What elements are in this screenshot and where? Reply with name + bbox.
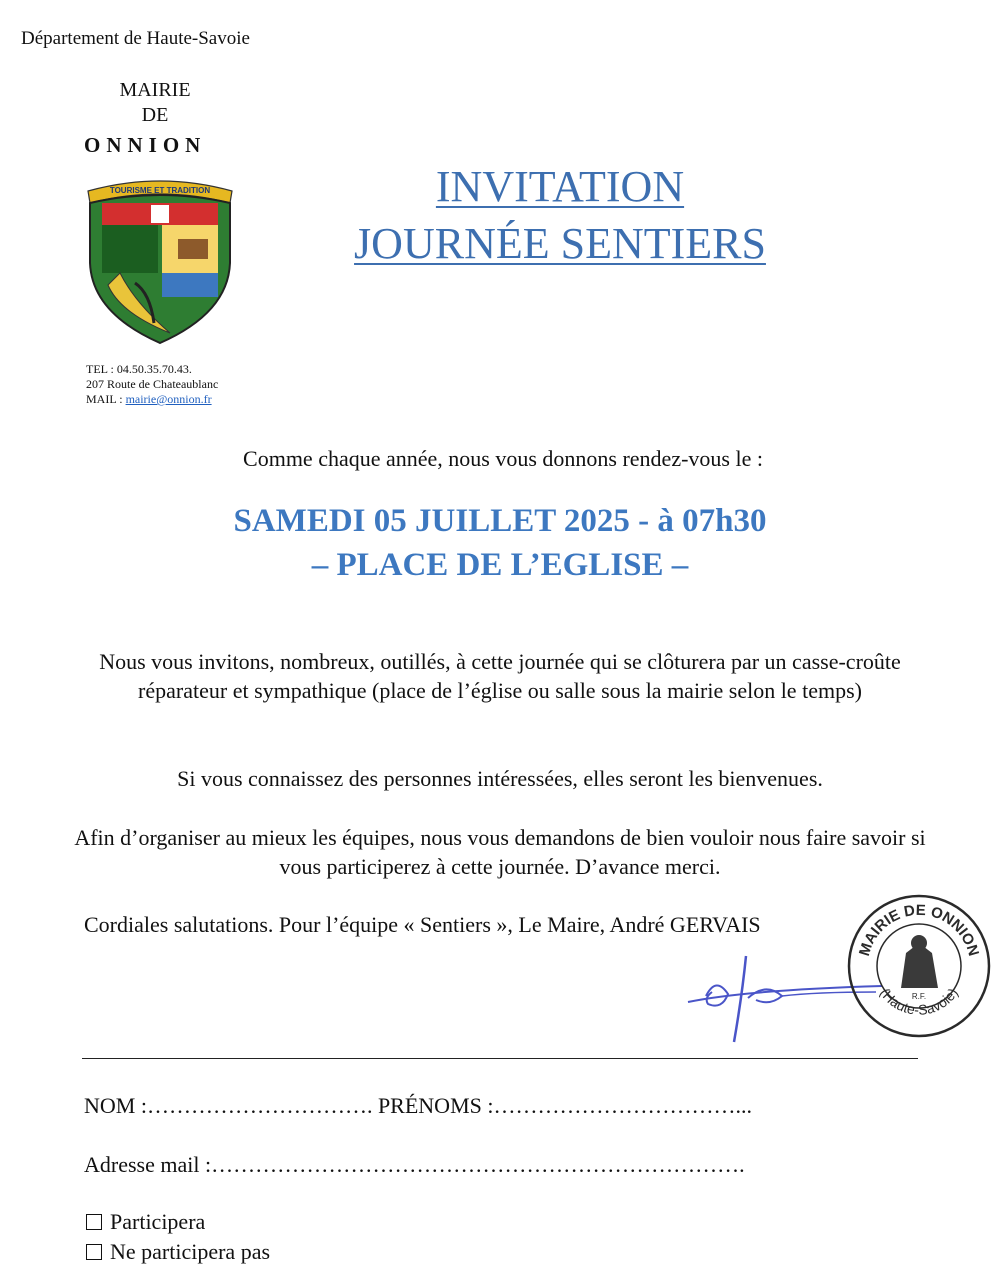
mail-label: MAIL : <box>86 392 126 406</box>
option-ne-participera-pas[interactable] <box>86 1239 270 1265</box>
event-date: SAMEDI 05 JUILLET 2025 - à 07h30 <box>233 503 767 539</box>
department-label: Département de Haute-Savoie <box>21 28 250 49</box>
checkbox[interactable] <box>86 1214 102 1230</box>
event-place: – PLACE DE L’EGLISE – <box>311 547 689 583</box>
mail-link[interactable]: mairie@onnion.fr <box>125 392 212 406</box>
option-label: Ne participera pas <box>110 1239 271 1264</box>
paragraph-welcome: Si vous connaissez des personnes intéressées, elles seront les bienvenues. <box>177 766 823 791</box>
stamp-bottom-text: (Haute-Savoie) <box>877 985 961 1018</box>
intro-text: Comme chaque année, nous vous donnons rendez-vous le : <box>243 446 763 471</box>
commune-name: ONNION <box>84 133 207 157</box>
name-field[interactable]: NOM :…………………………. PRÉNOMS :……………………………... <box>84 1093 752 1118</box>
title-journee-sentiers: JOURNÉE SENTIERS <box>354 219 766 268</box>
paragraph-invitation: Nous vous invitons, nombreux, outillés, à cette journée qui se clôturera par un casse-croûte réparateur et sympathique (place de l’église ou salle sous la mairie selon le temps) <box>99 649 901 703</box>
stamp-top-text: MAIRIE DE ONNION <box>856 901 982 959</box>
email-field[interactable]: Adresse mail :………………………………………………………………. <box>84 1152 745 1177</box>
crest-banner-text: TOURISME ET TRADITION <box>109 186 211 195</box>
stamp-center-text: R.F. <box>911 992 927 1001</box>
checkbox[interactable] <box>86 1244 102 1260</box>
title-invitation: INVITATION <box>435 162 685 211</box>
mail-line <box>86 392 218 407</box>
divider <box>82 1058 918 1059</box>
mairie-de-label: DE <box>141 104 169 126</box>
mairie-stamp <box>846 893 992 1039</box>
option-participera[interactable] <box>86 1209 205 1235</box>
closing-salutation: Cordiales salutations. Pour l’équipe « Sentiers », Le Maire, André GERVAIS <box>84 912 761 937</box>
paragraph-rsvp: Afin d’organiser au mieux les équipes, nous vous demandons de bien vouloir nous faire savoir si vous participerez à cette journée. D’avance merci. <box>74 825 926 879</box>
option-label: Participera <box>110 1209 206 1234</box>
contact-block <box>86 362 218 407</box>
address-text: 207 Route de Chateaublanc <box>86 377 219 391</box>
coat-of-arms-icon <box>80 173 240 348</box>
phone-text: TEL : 04.50.35.70.43. <box>86 362 192 376</box>
mairie-label: MAIRIE <box>119 79 191 101</box>
